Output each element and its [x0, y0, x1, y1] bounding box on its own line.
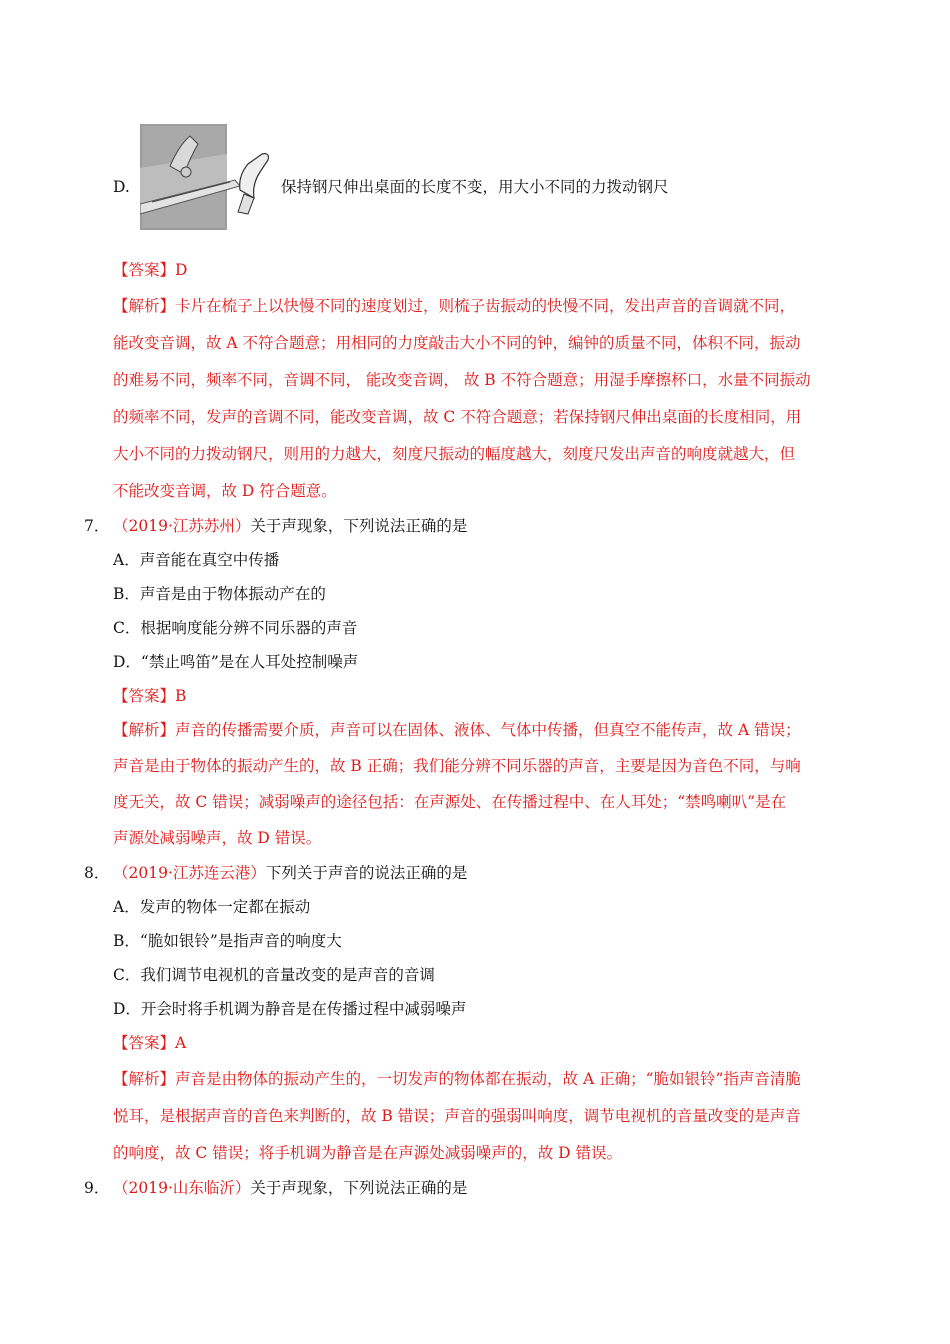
analysis-label: 【解析】	[113, 297, 176, 315]
q8-stem-line	[113, 862, 467, 884]
analysis-text: 声音的传播需要介质，声音可以在固体、液体、气体中传播，但真空不能传声，故 A 错误；	[175, 721, 801, 739]
q8-answer: 【答案】A	[113, 1034, 187, 1052]
q8-option: A．发声的物体一定都在振动	[113, 898, 311, 916]
q9-source: （2019·山东临沂）	[113, 1179, 251, 1197]
q7-analysis-line: 度无关，故 C 错误；减弱噪声的途径包括：在声源处、在传播过程中、在人耳处；“禁鸣喇叭”是在	[113, 793, 787, 811]
q7-option: A．声音能在真空中传播	[113, 551, 280, 569]
option-d-text: 保持钢尺伸出桌面的长度不变，用大小不同的力拨动钢尺	[281, 178, 669, 196]
q7-analysis-line: 声源处减弱噪声，故 D 错误。	[113, 829, 322, 847]
q6-analysis-line: 不能改变音调，故 D 符合题意。	[113, 482, 337, 500]
q6-answer: 【答案】D	[113, 261, 188, 279]
analysis-label: 【解析】	[113, 1070, 176, 1088]
q8-option: D．开会时将手机调为静音是在传播过程中减弱噪声	[113, 1000, 467, 1018]
q7-option: B．声音是由于物体振动产在的	[113, 585, 326, 603]
q7-answer: 【答案】B	[113, 687, 187, 705]
q6-analysis-line: 能改变音调，故 A 不符合题意；用相同的力度敲击大小不同的钟，编钟的质量不同，体积不同，振动	[113, 334, 801, 352]
analysis-text: 声音是由物体的振动产生的，一切发声的物体都在振动，故 A 正确；“脆如银铃”指声音清脆	[175, 1070, 801, 1088]
q7-stem-line	[113, 515, 467, 537]
q9-stem-line	[113, 1177, 467, 1199]
q8-analysis-line: 的响度，故 C 错误；将手机调为静音是在声源处减弱噪声的，故 D 错误。	[113, 1144, 622, 1162]
q7-option: C．根据响度能分辨不同乐器的声音	[113, 619, 358, 637]
q6-analysis-line	[113, 295, 795, 317]
option-d-label: D.	[113, 178, 130, 196]
ruler-on-desk-image	[140, 124, 277, 230]
q6-analysis-line: 的频率不同，发声的音调不同，能改变音调，故 C 不符合题意；若保持钢尺伸出桌面的长度相同，用	[113, 408, 802, 426]
q8-option: B．“脆如银铃”是指声音的响度大	[113, 932, 342, 950]
q9-number: 9．	[84, 1179, 110, 1197]
q7-stem: 关于声现象，下列说法正确的是	[250, 517, 468, 535]
analysis-text: 卡片在梳子上以快慢不同的速度划过，则梳子齿振动的快慢不同，发出声音的音调就不同，	[175, 297, 796, 315]
analysis-label: 【解析】	[113, 721, 176, 739]
q8-analysis-line: 悦耳，是根据声音的音色来判断的，故 B 错误；声音的强弱叫响度，调节电视机的音量改变的是声音	[113, 1107, 801, 1125]
q8-option: C．我们调节电视机的音量改变的是声音的音调	[113, 966, 435, 984]
q7-analysis-line: 声音是由于物体的振动产生的，故 B 正确；我们能分辨不同乐器的声音，主要是因为音色不同，与响	[113, 757, 801, 775]
q7-analysis-line	[113, 719, 801, 741]
q7-option: D．“禁止鸣笛”是在人耳处控制噪声	[113, 653, 359, 671]
q7-number: 7．	[84, 517, 110, 535]
q6-analysis-line: 大小不同的力拨动钢尺，则用的力越大，刻度尺振动的幅度越大，刻度尺发出声音的响度就越大，但	[113, 445, 796, 463]
q6-analysis-line: 的难易不同，频率不同，音调不同， 能改变音调， 故 B 不符合题意；用湿手摩擦杯口，水量不同振动	[113, 371, 811, 389]
q9-stem: 关于声现象，下列说法正确的是	[250, 1179, 468, 1197]
q8-stem: 下列关于声音的说法正确的是	[265, 864, 468, 882]
q8-source: （2019·江苏连云港）	[113, 864, 266, 882]
q7-source: （2019·江苏苏州）	[113, 517, 251, 535]
q8-analysis-line	[113, 1068, 801, 1090]
q8-number: 8．	[84, 864, 110, 882]
